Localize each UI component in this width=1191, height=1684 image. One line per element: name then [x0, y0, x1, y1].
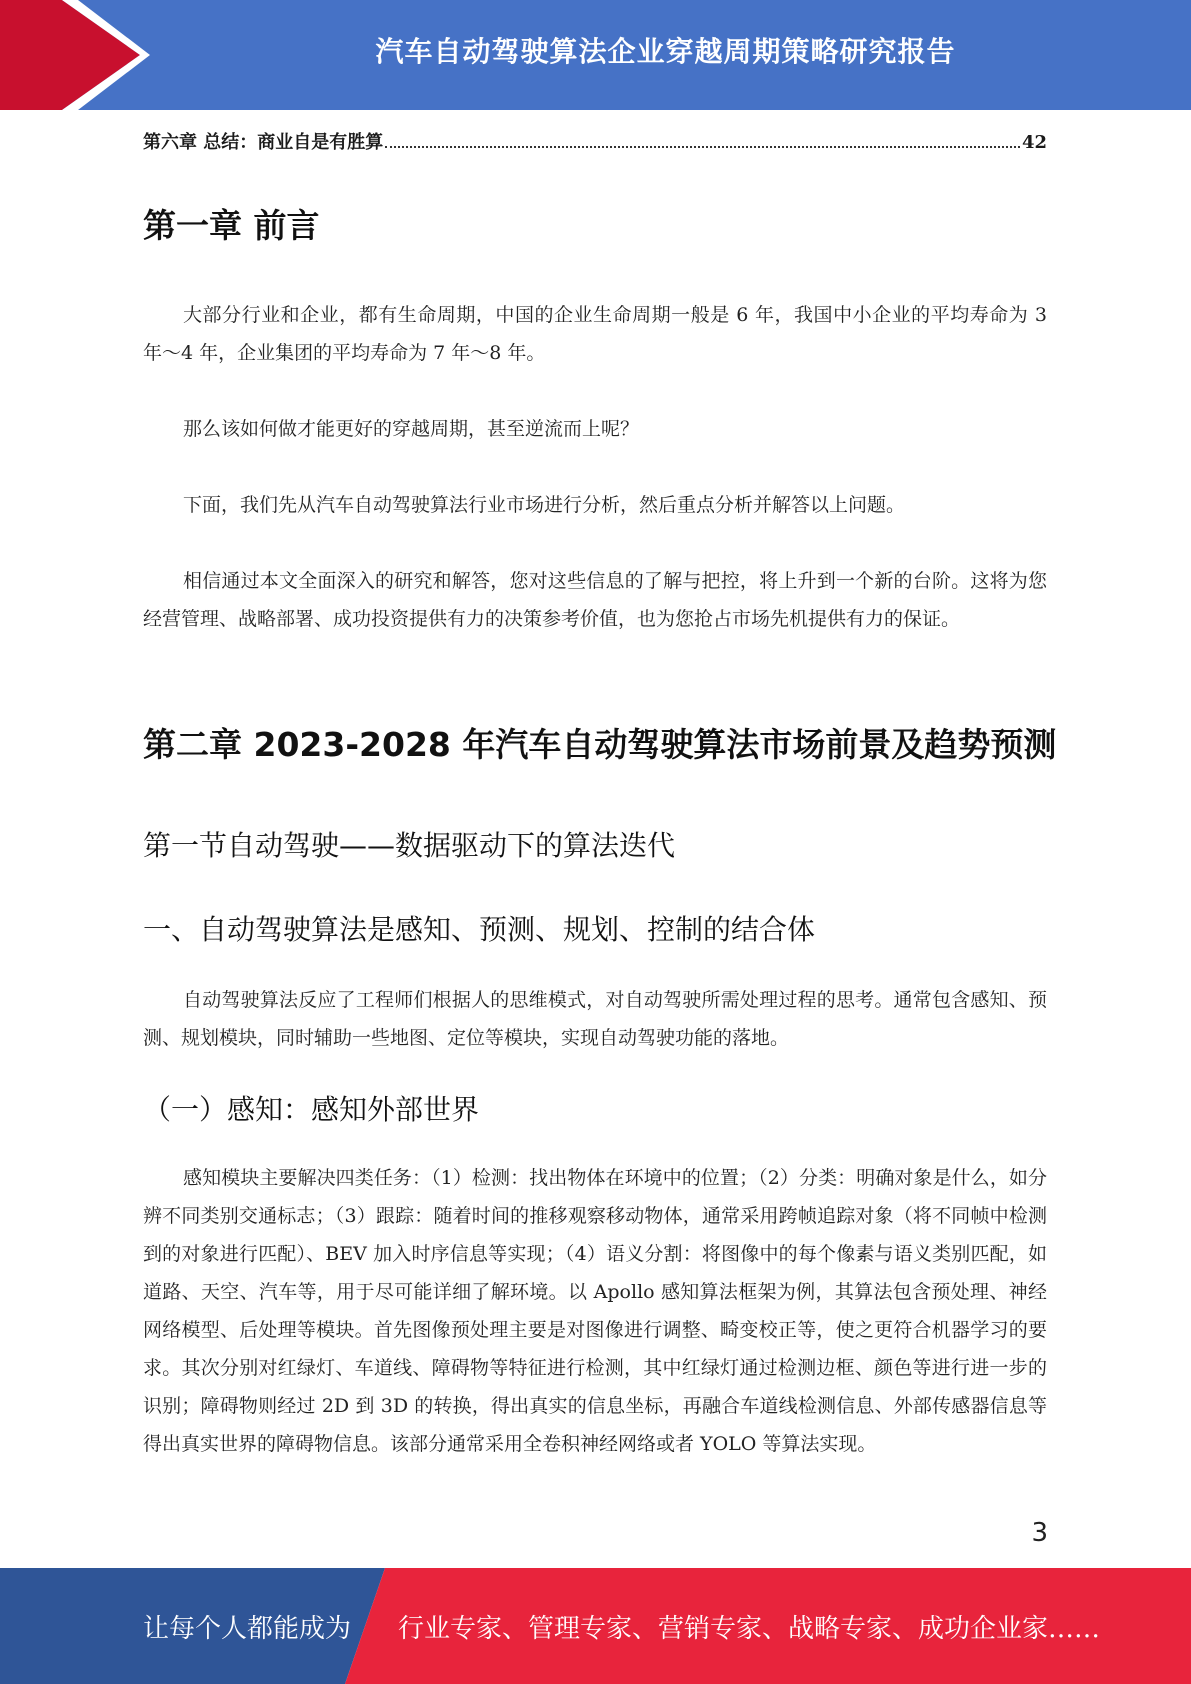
footer-slogan-right: 行业专家、管理专家、营销专家、战略专家、成功企业家……	[398, 1613, 1101, 1644]
item-heading: （一）感知：感知外部世界	[143, 1093, 480, 1126]
body-paragraph: 自动驾驶算法反应了工程师们根据人的思维模式，对自动驾驶所需处理过程的思考。通常包含感知、预测、规划模块，同时辅助一些地图、定位等模块，实现自动驾驶功能的落地。	[143, 989, 1047, 1049]
toc-leader-dots	[385, 146, 1020, 148]
toc-entry-label: 第六章 总结：商业自是有胜算	[143, 132, 384, 153]
subsection-heading: 一、自动驾驶算法是感知、预测、规划、控制的结合体	[143, 913, 816, 946]
chapter1-paragraph: 下面，我们先从汽车自动驾驶算法行业市场进行分析，然后重点分析并解答以上问题。	[183, 494, 906, 516]
page-footer	[0, 1568, 1191, 1684]
body-paragraph: 感知模块主要解决四类任务：（1）检测：找出物体在环境中的位置；（2）分类：明确对象是什么，如分辨不同类别交通标志；（3）跟踪：随着时间的推移观察移动物体，通常采用跨帧追踪对象（将不同帧中检测到的对象进行匹配）、BEV 加入时序信息等实现；（4）语义分割：将图像中的每个像素与语义类别匹配，如道路、天空、汽车等，用于尽可能详细了解环境。以 Apollo 感知算法框架为例，其算法包含预处理、神经网络模型、后处理等模块。首先图像预处理主要是对图像进行调整、畸变校正等，使之更符合机器学习的要求。其次分别对红绿灯、车道线、障碍物等特征进行检测，其中红绿灯通过检测边框、颜色等进行进一步的识别；障碍物则经过 2D 到 3D 的转换，得出真实的信息坐标，再融合车道线检测信息、外部传感器信息等得出真实世界的障碍物信息。该部分通常采用全卷积神经网络或者 YOLO 等算法实现。	[143, 1167, 1047, 1455]
chapter1-heading: 第一章 前言	[143, 206, 320, 245]
section-heading: 第一节自动驾驶——数据驱动下的算法迭代	[143, 829, 676, 862]
toc-entry[interactable]	[143, 128, 1047, 154]
chapter2-heading: 第二章 2023-2028 年汽车自动驾驶算法市场前景及趋势预测	[143, 725, 1057, 764]
chapter1-paragraph: 那么该如何做才能更好的穿越周期，甚至逆流而上呢？	[183, 418, 640, 440]
chapter1-paragraph: 大部分行业和企业，都有生命周期，中国的企业生命周期一般是 6 年，我国中小企业的平均寿命为 3 年～4 年，企业集团的平均寿命为 7 年～8 年。	[143, 304, 1047, 364]
page-header	[0, 0, 1191, 110]
toc-entry-page: 42	[1021, 132, 1047, 153]
footer-slogan-left: 让每个人都能成为	[143, 1613, 352, 1644]
chapter1-paragraph: 相信通过本文全面深入的研究和解答，您对这些信息的了解与把控，将上升到一个新的台阶。这将为您经营管理、战略部署、成功投资提供有力的决策参考价值，也为您抢占市场先机提供有力的保证。	[143, 570, 1047, 630]
report-title: 汽车自动驾驶算法企业穿越周期策略研究报告	[375, 35, 956, 68]
page-number: 3	[1031, 1518, 1048, 1548]
